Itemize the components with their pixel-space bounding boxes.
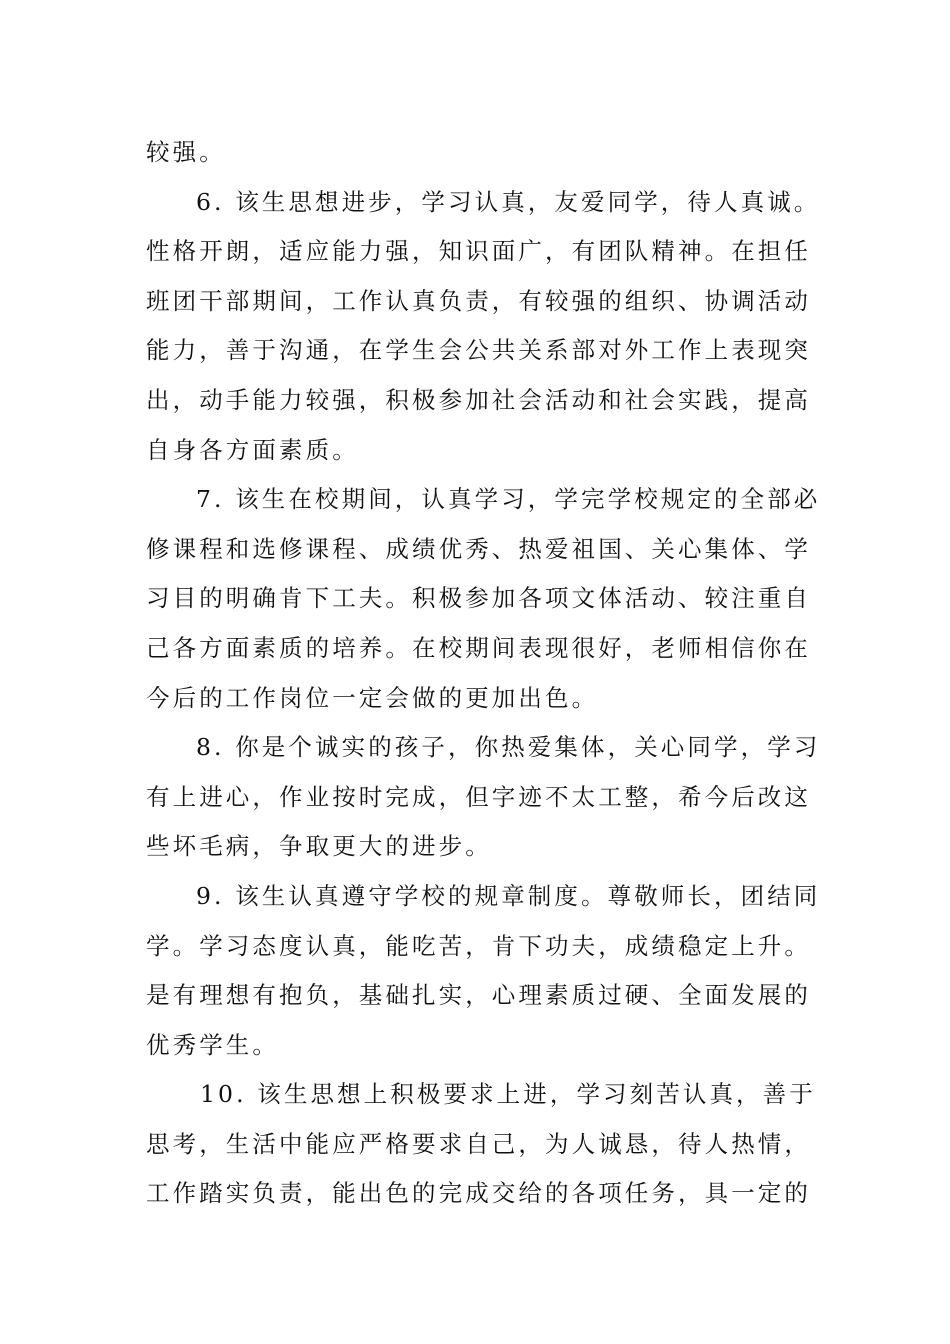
text-line: 修课程和选修课程、成绩优秀、热爱祖国、关心集体、学	[146, 534, 811, 563]
text-line: 出，动手能力较强，积极参加社会活动和社会实践，提高	[146, 385, 811, 414]
text-line: 性格开朗，适应能力强，知识面广，有团队精神。在担任	[146, 237, 811, 266]
text-line: 优秀学生。	[146, 1030, 279, 1059]
paragraph-7-first-line: 7. 该生在校期间，认真学习，学完学校规定的全部必	[196, 485, 821, 514]
text-line: 己各方面素质的培养。在校期间表现很好，老师相信你在	[146, 633, 811, 662]
document-body	[146, 128, 821, 1219]
text-line: 能力，善于沟通，在学生会公共关系部对外工作上表现突	[146, 336, 811, 365]
paragraph-9-first-line: 9. 该生认真遵守学校的规章制度。尊敬师长，团结同	[196, 881, 821, 910]
text-line: 今后的工作岗位一定会做的更加出色。	[146, 683, 599, 712]
text-line: 思考，生活中能应严格要求自己，为人诚恳，待人热情，	[146, 1129, 811, 1158]
text-line: 自身各方面素质。	[146, 435, 359, 464]
paragraph-10-first-line: 10. 该生思想上积极要求上进，学习刻苦认真，善于	[200, 1080, 816, 1109]
text-line: 些坏毛病，争取更大的进步。	[146, 832, 492, 861]
text-line: 班团干部期间，工作认真负责，有较强的组织、协调活动	[146, 286, 811, 315]
text-line: 学。学习态度认真，能吃苦，肯下功夫，成绩稳定上升。	[146, 931, 811, 960]
text-line: 习目的明确肯下工夫。积极参加各项文体活动、较注重自	[146, 584, 811, 613]
text-line: 是有理想有抱负，基础扎实，心理素质过硬、全面发展的	[146, 981, 811, 1010]
paragraph-8-first-line: 8. 你是个诚实的孩子，你热爱集体，关心同学，学习	[196, 733, 821, 762]
paragraph-6-first-line: 6. 该生思想进步，学习认真，友爱同学，待人真诚。	[196, 187, 821, 216]
text-line: 有上进心，作业按时完成，但字迹不太工整，希今后改这	[146, 782, 811, 811]
text-line: 较强。	[146, 138, 226, 166]
text-line: 工作踏实负责，能出色的完成交给的各项任务，具一定的	[146, 1179, 811, 1208]
